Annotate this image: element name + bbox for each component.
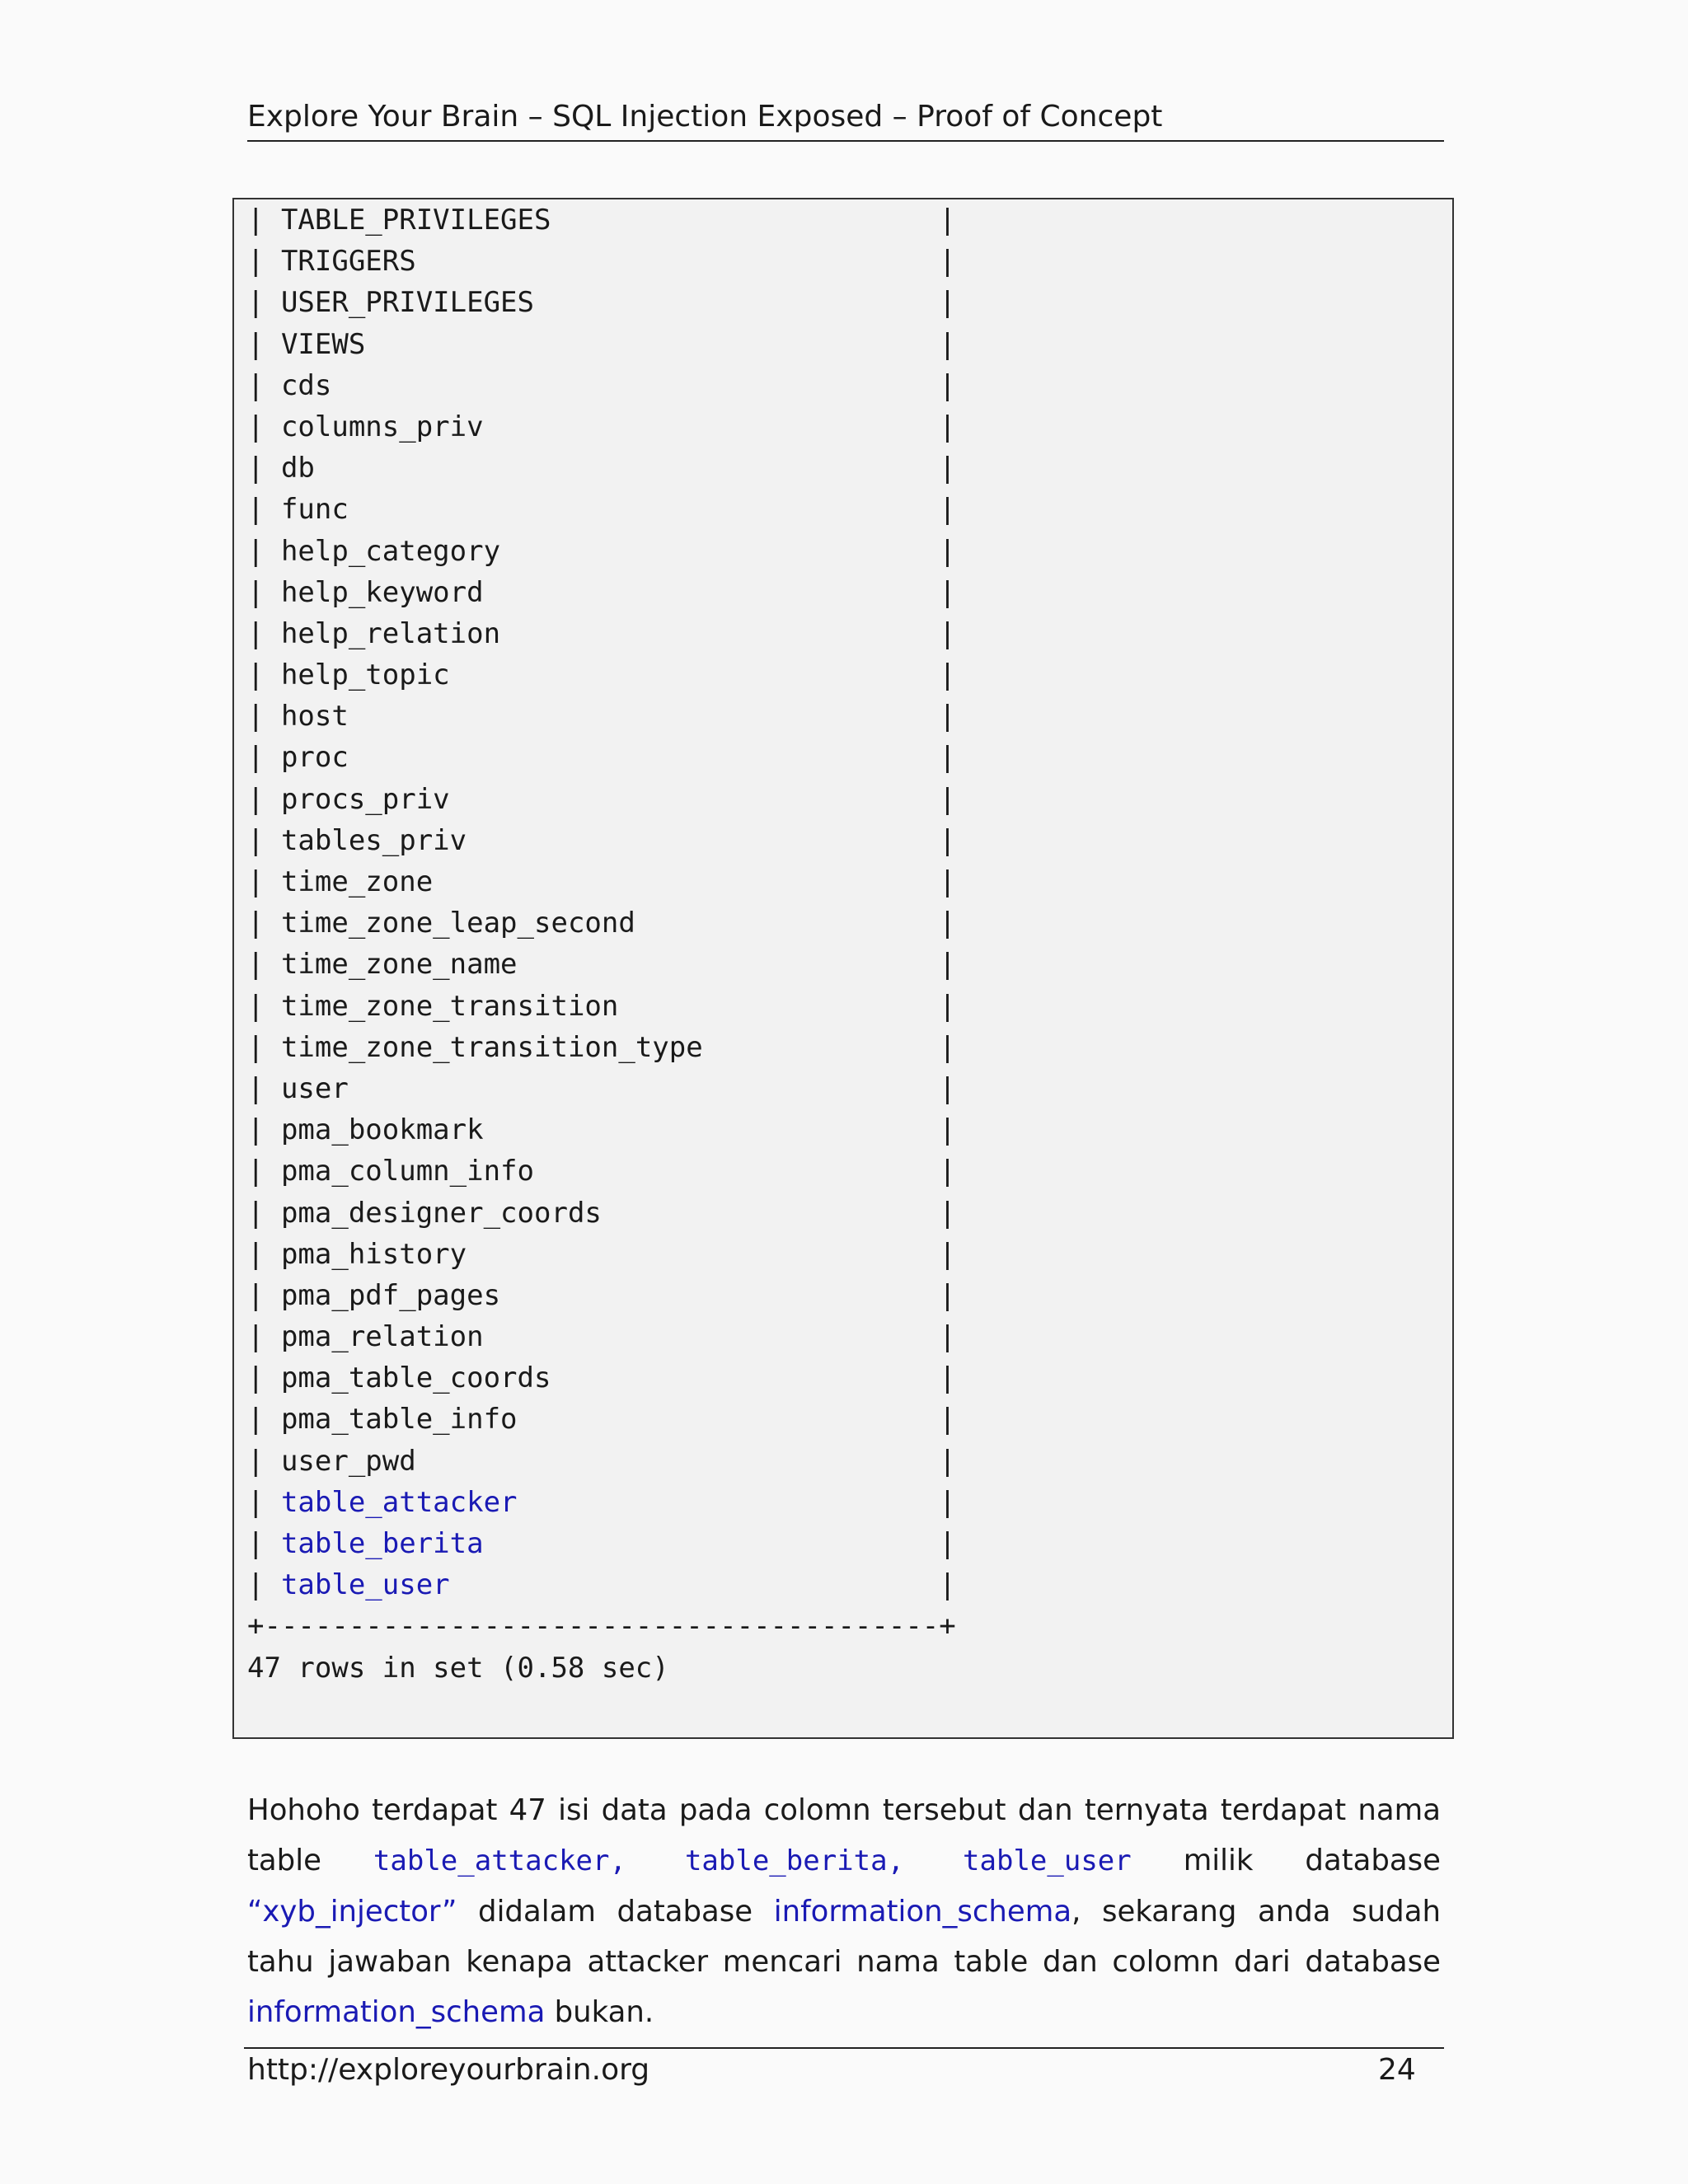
footer-url-link[interactable]: http://exploreyourbrain.org — [247, 2053, 650, 2087]
console-row: | USER_PRIVILEGES | — [247, 286, 956, 320]
console-row: | db | — [247, 452, 956, 485]
console-row-value: pma_table_coords — [280, 1361, 551, 1395]
console-row-value: time_zone_name — [280, 948, 518, 982]
table-name-attacker: table_attacker, — [373, 1844, 626, 1877]
console-row: | pma_relation | — [247, 1320, 956, 1354]
schema-name-1: information_schema — [773, 1895, 1072, 1929]
console-row-value: time_zone — [280, 865, 434, 898]
console-row-value: help_keyword — [280, 575, 484, 609]
console-row: | VIEWS | — [247, 327, 956, 361]
page-number: 24 — [1378, 2053, 1416, 2087]
console-row-value: help_topic — [280, 658, 450, 692]
console-row: | time_zone_transition | — [247, 989, 956, 1023]
console-row-value: pma_table_info — [280, 1403, 518, 1436]
console-row: | time_zone_transition_type | — [247, 1030, 956, 1064]
console-row-value: table_attacker — [280, 1485, 518, 1519]
database-name: “xyb_injector” — [247, 1895, 457, 1929]
console-summary: 47 rows in set (0.58 sec) — [247, 1651, 669, 1685]
console-row: | host | — [247, 700, 956, 733]
console-row: | pma_bookmark | — [247, 1113, 956, 1147]
console-row: | table_berita | — [247, 1527, 956, 1560]
console-row: | time_zone_leap_second | — [247, 907, 956, 940]
console-row-value: help_relation — [280, 616, 501, 650]
page-header: Explore Your Brain – SQL Injection Exposed – Proof of Concept — [247, 97, 1444, 142]
console-row-value: db — [280, 452, 315, 485]
console-row-value: USER_PRIVILEGES — [280, 286, 534, 320]
console-row: | user_pwd | — [247, 1444, 956, 1478]
console-border-line: +----------------------------------------+ — [247, 1610, 956, 1643]
console-row: | TABLE_PRIVILEGES | — [247, 204, 956, 237]
console-row: | pma_history | — [247, 1237, 956, 1271]
console-row-value: cds — [280, 368, 332, 402]
console-row-value: pma_bookmark — [280, 1113, 484, 1147]
console-row-value: pma_designer_coords — [280, 1196, 602, 1230]
console-row: | cds | — [247, 368, 956, 402]
console-row: | time_zone | — [247, 865, 956, 898]
para-text-5: bukan. — [554, 1995, 654, 2029]
console-row: | pma_table_info | — [247, 1403, 956, 1436]
console-row: | tables_priv | — [247, 823, 956, 857]
console-row-value: pma_pdf_pages — [280, 1278, 501, 1312]
console-row: | time_zone_name | — [247, 948, 956, 982]
console-row-value: pma_history — [280, 1237, 467, 1271]
console-row: | pma_table_coords | — [247, 1361, 956, 1395]
console-row-value: func — [280, 493, 349, 527]
sql-console-output — [232, 198, 1454, 1739]
console-row: | columns_priv | — [247, 410, 956, 443]
console-row: | help_category | — [247, 534, 956, 568]
console-row-value: time_zone_leap_second — [280, 907, 635, 940]
footer-rule — [244, 2047, 1444, 2049]
console-row: | pma_column_info | — [247, 1155, 956, 1188]
para-text-2: milik database — [1183, 1844, 1442, 1877]
table-name-berita: table_berita, — [684, 1844, 905, 1877]
console-row-value: tables_priv — [280, 823, 467, 857]
console-row-value: user — [280, 1071, 349, 1105]
body-paragraph — [247, 1785, 1441, 2037]
para-text-1: Hohoho terdapat 47 isi data pada colomn tersebut dan ternyata terdapat nama table — [247, 1793, 1441, 1877]
console-row: | user | — [247, 1071, 956, 1105]
console-row: | table_user | — [247, 1568, 956, 1602]
console-row: | help_keyword | — [247, 575, 956, 609]
console-row-value: pma_relation — [280, 1320, 484, 1354]
para-text-4: , sekarang anda sudah tahu jawaban kenapa attacker mencari nama table dan colomn dari database — [247, 1895, 1441, 1979]
para-text-3: didalam database — [478, 1895, 753, 1929]
console-row: | table_attacker | — [247, 1485, 956, 1519]
console-row-value: table_user — [280, 1568, 450, 1602]
console-row-value: help_category — [280, 534, 501, 568]
console-row-value: user_pwd — [280, 1444, 416, 1478]
console-row-value: host — [280, 700, 349, 733]
console-row-value: columns_priv — [280, 410, 484, 443]
console-row-value: time_zone_transition — [280, 989, 619, 1023]
console-row: | pma_designer_coords | — [247, 1196, 956, 1230]
table-name-user: table_user — [963, 1844, 1132, 1877]
schema-name-2: information_schema — [247, 1995, 546, 2029]
console-row-value: table_berita — [280, 1527, 484, 1560]
console-row-value: VIEWS — [280, 327, 366, 361]
console-row-value: procs_priv — [280, 782, 450, 816]
console-row-value: TRIGGERS — [280, 245, 416, 279]
console-lines — [247, 199, 1452, 1689]
console-row: | TRIGGERS | — [247, 245, 956, 279]
console-row: | help_topic | — [247, 658, 956, 692]
console-row-value: pma_column_info — [280, 1155, 534, 1188]
console-row-value: proc — [280, 741, 349, 775]
console-row: | help_relation | — [247, 616, 956, 650]
console-row: | proc | — [247, 741, 956, 775]
console-row-value: time_zone_transition_type — [280, 1030, 703, 1064]
console-row-value: TABLE_PRIVILEGES — [280, 204, 551, 237]
console-row: | func | — [247, 493, 956, 527]
console-row: | procs_priv | — [247, 782, 956, 816]
console-row: | pma_pdf_pages | — [247, 1278, 956, 1312]
